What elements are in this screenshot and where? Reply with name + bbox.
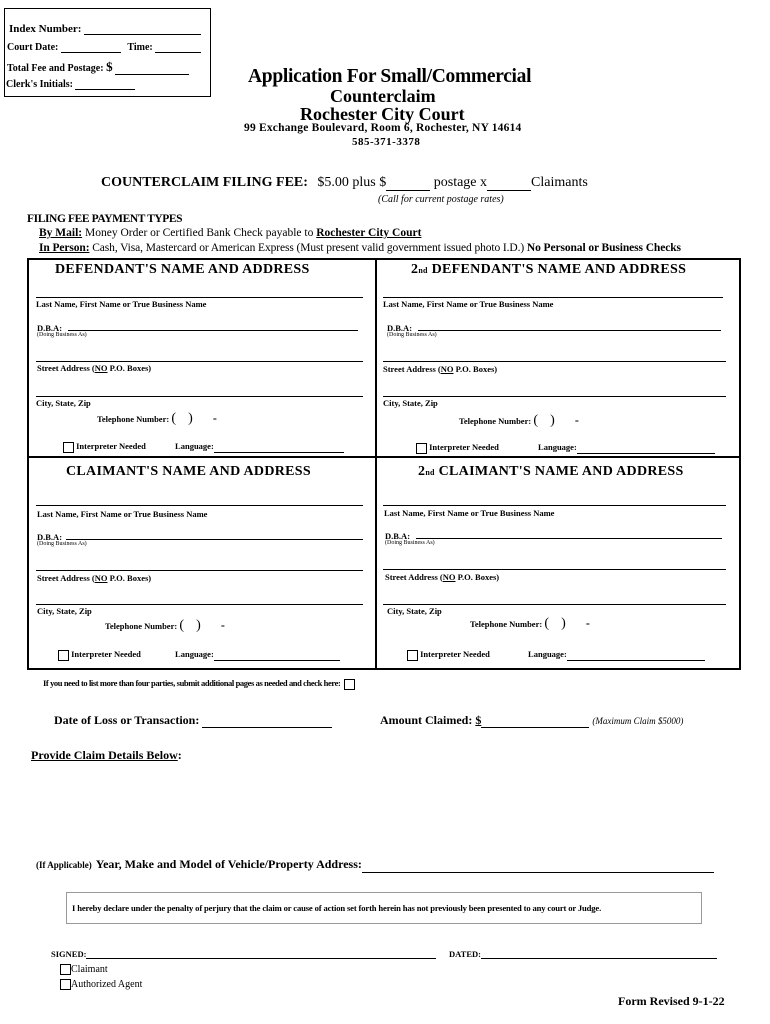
court-date-label: Court Date:: [7, 42, 59, 53]
index-number-row: [9, 23, 201, 35]
claimant-checkbox[interactable]: [60, 964, 71, 975]
phone-paren-close: ): [550, 413, 555, 428]
defendant2-text: DEFENDANT'S NAME AND ADDRESS: [431, 262, 687, 277]
form-subtitle: Counterclaim: [330, 86, 436, 106]
signer-claimant-option: [60, 964, 108, 975]
claimant-phone-row: [105, 618, 225, 634]
defendant-dba-label: D.B.A:: [37, 323, 63, 333]
fee-row: [7, 59, 189, 75]
agent-option-label: Authorized Agent: [71, 979, 143, 990]
authorized-agent-checkbox[interactable]: [60, 979, 71, 990]
claimant2-dba-note: (Doing Business As): [385, 540, 435, 546]
court-address: 99 Exchange Boulevard, Room 6, Rochester, NY 14614: [244, 122, 522, 134]
vehicle-label: Year, Make and Model of Vehicle/Property Address:: [95, 857, 362, 871]
signed-label: SIGNED:: [51, 949, 87, 959]
claim-details-colon: :: [177, 748, 182, 762]
fee-text-claimants: Claimants: [531, 175, 588, 190]
language-label: Language:: [175, 649, 214, 659]
defendant2-dba-label: D.B.A:: [387, 323, 413, 333]
street-label-post: P.O. Boxes): [453, 364, 498, 374]
time-label: Time:: [127, 42, 153, 53]
street-label-no: NO: [94, 573, 108, 583]
phone-paren-open[interactable]: (: [533, 413, 538, 428]
claimant-city-field[interactable]: [36, 604, 363, 605]
phone-dash: -: [585, 616, 590, 630]
claimant-street-field[interactable]: [36, 570, 363, 571]
vehicle-prefix: (If Applicable): [36, 860, 92, 870]
defendant-phone-label: Telephone Number:: [97, 414, 170, 424]
clerk-initials-field[interactable]: [75, 83, 135, 90]
defendant2-phone-row: [459, 413, 579, 429]
claimant2-phone-row: [470, 616, 590, 632]
defendant2-phone-label: Telephone Number:: [459, 416, 532, 426]
postage-note: (Call for current postage rates): [378, 194, 504, 205]
claimant2-dba-field[interactable]: [416, 538, 722, 539]
interpreter-label: Interpreter Needed: [71, 649, 141, 659]
person-label: In Person:: [39, 242, 90, 254]
defendant2-name-label: Last Name, First Name or True Business Name: [383, 299, 554, 309]
extra-parties-row: [43, 678, 355, 690]
defendant-city-label: City, State, Zip: [36, 398, 91, 408]
signature-field[interactable]: [86, 952, 436, 959]
mail-payee: Rochester City Court: [316, 227, 422, 239]
dated-row: [449, 949, 717, 959]
vehicle-field[interactable]: [362, 862, 714, 873]
defendant-title: DEFENDANT'S NAME AND ADDRESS: [55, 262, 310, 277]
claimant-interpreter-row: [58, 649, 340, 661]
defendant2-city-field[interactable]: [383, 396, 726, 397]
court-date-field[interactable]: [61, 44, 121, 53]
claimant2-language-field[interactable]: [567, 654, 705, 661]
defendant-name-field[interactable]: [36, 297, 363, 298]
time-field[interactable]: [155, 44, 201, 53]
defendant-city-field[interactable]: [36, 396, 363, 397]
claimant2-sup: nd: [425, 468, 435, 477]
language-label: Language:: [538, 442, 577, 452]
date-of-loss-label: Date of Loss or Transaction:: [54, 713, 200, 727]
claimant2-name-label: Last Name, First Name or True Business Name: [384, 508, 555, 518]
defendant2-interpreter-checkbox[interactable]: [416, 443, 427, 454]
phone-paren-close: ): [561, 616, 566, 631]
claimant-street-label: [37, 573, 151, 583]
form-title: Application For Small/Commercial: [248, 66, 532, 87]
defendant2-language-field[interactable]: [577, 447, 715, 454]
defendant2-dba-note: (Doing Business As): [387, 332, 437, 338]
claimant2-dba-label: D.B.A:: [385, 531, 411, 541]
person-text: Cash, Visa, Mastercard or American Express (Must present valid government issued photo I.D.): [92, 242, 525, 254]
defendant-interpreter-row: [63, 441, 344, 453]
fee-line: [101, 175, 588, 191]
claimant2-street-field[interactable]: [383, 569, 726, 570]
fee-dollar: $: [106, 59, 113, 74]
vehicle-row: [36, 855, 714, 873]
defendant-phone-row: [97, 411, 217, 427]
grid-horizontal-divider: [27, 456, 741, 458]
claimant-title: CLAIMANT'S NAME AND ADDRESS: [66, 464, 311, 479]
phone-paren-open[interactable]: (: [179, 618, 184, 633]
claimant-name-field[interactable]: [36, 505, 363, 506]
clerk-initials-label: Clerk's Initials:: [6, 79, 73, 90]
phone-paren-close: ): [196, 618, 201, 633]
index-number-label: Index Number:: [9, 23, 82, 35]
payment-person-row: [39, 242, 681, 254]
amount-row: [380, 713, 683, 728]
defendant2-num: 2: [411, 262, 419, 277]
street-label-no: NO: [442, 572, 456, 582]
street-label-post: P.O. Boxes): [107, 363, 152, 373]
payment-heading: FILING FEE PAYMENT TYPES: [27, 213, 183, 225]
interpreter-label: Interpreter Needed: [420, 649, 490, 659]
street-label-no: NO: [440, 364, 454, 374]
payment-mail-row: [39, 227, 421, 239]
claimants-count-field[interactable]: [487, 180, 531, 191]
defendant2-name-field[interactable]: [383, 297, 723, 298]
court-phone: 585-371-3378: [352, 136, 421, 148]
street-label-pre: Street Address (: [383, 364, 441, 374]
defendant-dba-note: (Doing Business As): [37, 332, 87, 338]
defendant-language-field[interactable]: [214, 446, 344, 453]
phone-dash: -: [220, 618, 225, 632]
phone-paren-open[interactable]: (: [544, 616, 549, 631]
date-of-loss-field[interactable]: [202, 717, 332, 728]
defendant2-dba-field[interactable]: [418, 330, 721, 331]
street-label-post: P.O. Boxes): [107, 573, 152, 583]
defendant-name-label: Last Name, First Name or True Business Name: [36, 299, 207, 309]
interpreter-label: Interpreter Needed: [76, 441, 146, 451]
claimant2-street-label: [385, 572, 499, 582]
street-label-pre: Street Address (: [37, 363, 95, 373]
court-date-row: [7, 42, 201, 53]
date-of-loss-row: [54, 713, 332, 728]
signed-row: [51, 949, 436, 959]
form-revision: Form Revised 9-1-22: [618, 994, 725, 1008]
claim-details-area[interactable]: [31, 766, 741, 852]
extra-parties-text: If you need to list more than four parties, submit additional pages as needed and check here:: [43, 678, 341, 688]
language-label: Language:: [175, 441, 214, 451]
claimant2-text: CLAIMANT'S NAME AND ADDRESS: [438, 464, 684, 479]
street-label-pre: Street Address (: [37, 573, 95, 583]
claimant-dba-field[interactable]: [66, 539, 363, 540]
defendant-street-field[interactable]: [36, 361, 363, 362]
claimant2-city-label: City, State, Zip: [387, 606, 442, 616]
extra-parties-checkbox[interactable]: [344, 679, 355, 690]
interpreter-label: Interpreter Needed: [429, 442, 499, 452]
declaration-text: I hereby declare under the penalty of perjury that the claim or cause of action set forth herein has not previously been presented to any court or Judge.: [72, 903, 602, 913]
amount-claimed-field[interactable]: [481, 717, 589, 728]
claimant2-num: 2: [418, 464, 426, 479]
street-label-post: P.O. Boxes): [455, 572, 500, 582]
defendant2-city-label: City, State, Zip: [383, 398, 438, 408]
defendant2-sup: nd: [418, 266, 428, 275]
defendant2-street-label: [383, 364, 497, 374]
fee-text-base: $5.00 plus $: [317, 175, 387, 190]
claimant2-city-field[interactable]: [383, 604, 726, 605]
phone-dash: -: [574, 413, 579, 427]
grid-vertical-divider: [375, 258, 377, 670]
mail-label: By Mail:: [39, 227, 83, 239]
defendant-interpreter-checkbox[interactable]: [63, 442, 74, 453]
court-name: Rochester City Court: [300, 104, 465, 124]
claimant-interpreter-checkbox[interactable]: [58, 650, 69, 661]
defendant2-street-field[interactable]: [383, 361, 726, 362]
no-checks-notice: No Personal or Business Checks: [526, 242, 681, 254]
claimant2-interpreter-row: [407, 649, 705, 661]
claimant-city-label: City, State, Zip: [37, 606, 92, 616]
initials-row: [6, 79, 135, 90]
dated-label: DATED:: [449, 949, 481, 959]
claimant-dba-note: (Doing Business As): [37, 541, 87, 547]
postage-field[interactable]: [386, 180, 430, 191]
defendant2-interpreter-row: [416, 442, 715, 454]
fee-label: COUNTERCLAIM FILING FEE:: [101, 175, 308, 190]
claimant-name-label: Last Name, First Name or True Business Name: [37, 509, 208, 519]
phone-paren-close: ): [188, 411, 193, 426]
phone-dash: -: [212, 411, 217, 425]
defendant-street-label: [37, 363, 151, 373]
claimant-dba-label: D.B.A:: [37, 532, 63, 542]
signer-agent-option: [60, 979, 142, 990]
claimant-language-field[interactable]: [214, 654, 340, 661]
phone-paren-open[interactable]: (: [171, 411, 176, 426]
street-label-no: NO: [94, 363, 108, 373]
claim-details-label: Provide Claim Details Below: [31, 748, 178, 762]
claimant2-title: [418, 464, 684, 480]
language-label: Language:: [528, 649, 567, 659]
total-fee-label: Total Fee and Postage:: [7, 63, 104, 74]
claimant-phone-label: Telephone Number:: [105, 621, 178, 631]
defendant-dba-field[interactable]: [68, 330, 358, 331]
street-label-pre: Street Address (: [385, 572, 443, 582]
claimant2-name-field[interactable]: [383, 505, 726, 506]
index-number-field[interactable]: [84, 26, 201, 35]
dated-field[interactable]: [481, 952, 717, 959]
mail-text: Money Order or Certified Bank Check payable to: [85, 227, 314, 239]
defendant2-title: [411, 262, 686, 278]
claimant-option-label: Claimant: [71, 964, 108, 975]
maximum-claim-note: (Maximum Claim $5000): [592, 716, 684, 726]
fee-text-postage: postage x: [433, 175, 488, 190]
claimant2-interpreter-checkbox[interactable]: [407, 650, 418, 661]
total-fee-field[interactable]: [115, 66, 189, 75]
claimant2-phone-label: Telephone Number:: [470, 619, 543, 629]
claim-details-heading: [31, 748, 182, 763]
amount-dollar: $: [475, 713, 482, 727]
amount-claimed-label: Amount Claimed:: [380, 713, 473, 727]
